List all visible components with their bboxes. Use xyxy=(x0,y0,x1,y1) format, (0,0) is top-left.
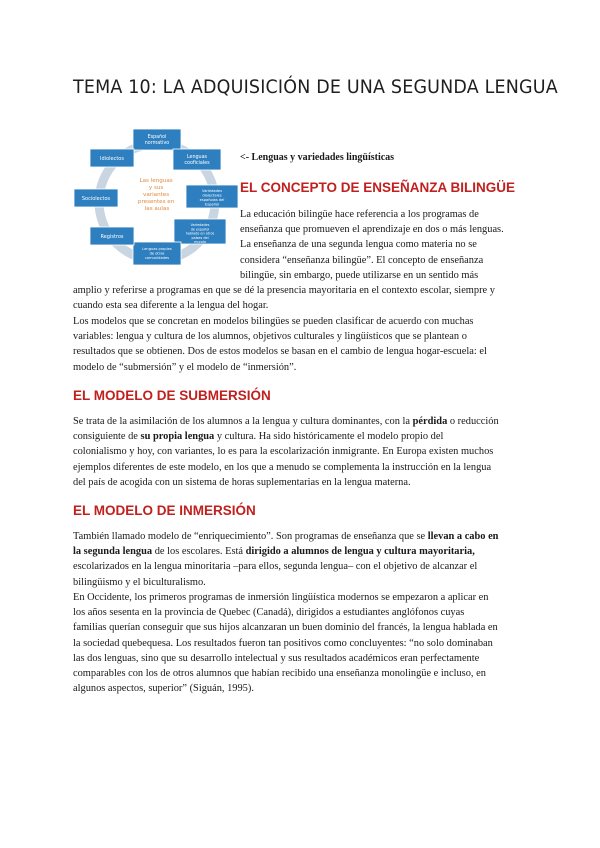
concepto-para-right: La educación bilingüe hace referencia a los programas de enseñanza que promueven el aprendizaje en dos o más lenguas. La enseñanza de una segunda lengua como materia no se considera “enseñanza bilingüe”. El concepto de enseñanza bilingüe, sin embargo, puede utilizarse en un sentido más xyxy=(240,209,504,281)
diagram-node-lenguas-otras-comunidades xyxy=(133,242,181,265)
concepto-para-2: Los modelos que se concretan en modelos bilingües se pueden clasificar de acuerdo con muchas variables: lengua y cultura de los alumnos, objetivos culturales y lingüísticos que se plantean o resultados que se obtienen. Dos de estos modelos se basan en el cambio de lengua hogar-escuela: el modelo de “submersión” y el modelo de “inmersión”. xyxy=(73,316,487,373)
svg-text:Lenguas propiasde otrascomunid: Lenguas propias de otras comunidades xyxy=(142,247,172,260)
diagram-node-registros xyxy=(90,227,134,245)
svg-text:Idiolectos: Idiolectos xyxy=(100,156,124,162)
heading-submersion: EL MODELO DE SUBMERSIÓN xyxy=(73,388,271,403)
page-title: TEMA 10: LA ADQUISICIÓN DE UNA SEGUNDA LENGUA xyxy=(73,76,558,98)
diagram-caption: <- Lenguas y variedades lingüísticas xyxy=(240,152,395,163)
varieties-diagram xyxy=(70,127,240,277)
diagram-center-text: Las lenguas y sus variantes presentes en las aulas xyxy=(137,178,175,212)
svg-text:Españolnormativo: Español normativo xyxy=(144,135,170,146)
submersion-para: Se trata de la asimilación de los alumnos a la lengua y cultura dominantes, con la pérdida o reducción consiguiente de su propia lengua y cultura. Ha sido históricamente el modelo propio del colonialismo y hoy, con variantes, lo es para la escolarización inmigrante. En Europa existen muchos ejemplos diferentes de este modelo, en los que a menudo se complementa la instrucción en la lengua del país de acogida con un sistema de horas suplementarias en la lengua materna. xyxy=(73,416,499,488)
svg-text:Variedadesdialectalesespañolas: Variedades dialectales españolas del Español xyxy=(199,189,225,207)
heading-inmersion: EL MODELO DE INMERSIÓN xyxy=(73,503,256,518)
diagram-node-espanol-normativo xyxy=(133,129,181,150)
diagram-node-lenguas-cooficiales xyxy=(173,149,221,170)
diagram-node-espanol-otros-paises xyxy=(174,219,226,244)
svg-text:Lenguascooficiales: Lenguas cooficiales xyxy=(184,155,210,166)
concepto-para-full: amplio y referirse a programas en que se dé la presencia mayoritaria en el contexto escolar, siempre y cuando esta sea diferente a la lengua del hogar. xyxy=(73,285,495,312)
heading-concepto: EL CONCEPTO DE ENSEÑANZA BILINGÜE xyxy=(240,180,516,195)
svg-text:Variedadesde españolhablado en: Variedades de español hablado en otros países del mundo xyxy=(185,223,215,245)
diagram-node-variedades-dialectales xyxy=(186,185,238,208)
diagram-node-sociolectos xyxy=(74,189,118,207)
svg-text:Sociolectos: Sociolectos xyxy=(81,196,111,202)
inmersion-para-2: En Occidente, los primeros programas de inmersión lingüística modernos se empezaron a aplicar en los años sesenta en la provincia de Quebec (Canadá), dirigidos a estudiantes anglófonos cuyas familias querían conseguir que sus hijos alcanzaran un buen dominio del francés, la lengua hablada en la sociedad quebequesa. Los resultados fueron tan positivos como concluyentes: “no solo dominaban las dos lenguas, sino que su desarrollo intelectual y sus resultados académicos eran perfectamente comparables con los de otros alumnos que habían recibido una enseñanza monolingüe e incluso, en algunos aspectos, superior” (Siguán, 1995). xyxy=(73,592,498,695)
inmersion-para: También llamado modelo de “enriquecimiento”. Son programas de enseñanza que se llevan a cabo en la segunda lengua de los escolares. Está dirigido a alumnos de lengua y cultura mayoritaria, escolarizados en la lengua minoritaria –para ellos, segunda lengua– con el objetivo de alcanzar el bilingüismo y el biculturalismo. xyxy=(73,531,499,588)
diagram-node-idiolectos xyxy=(90,149,134,167)
svg-text:Registros: Registros xyxy=(100,234,124,240)
